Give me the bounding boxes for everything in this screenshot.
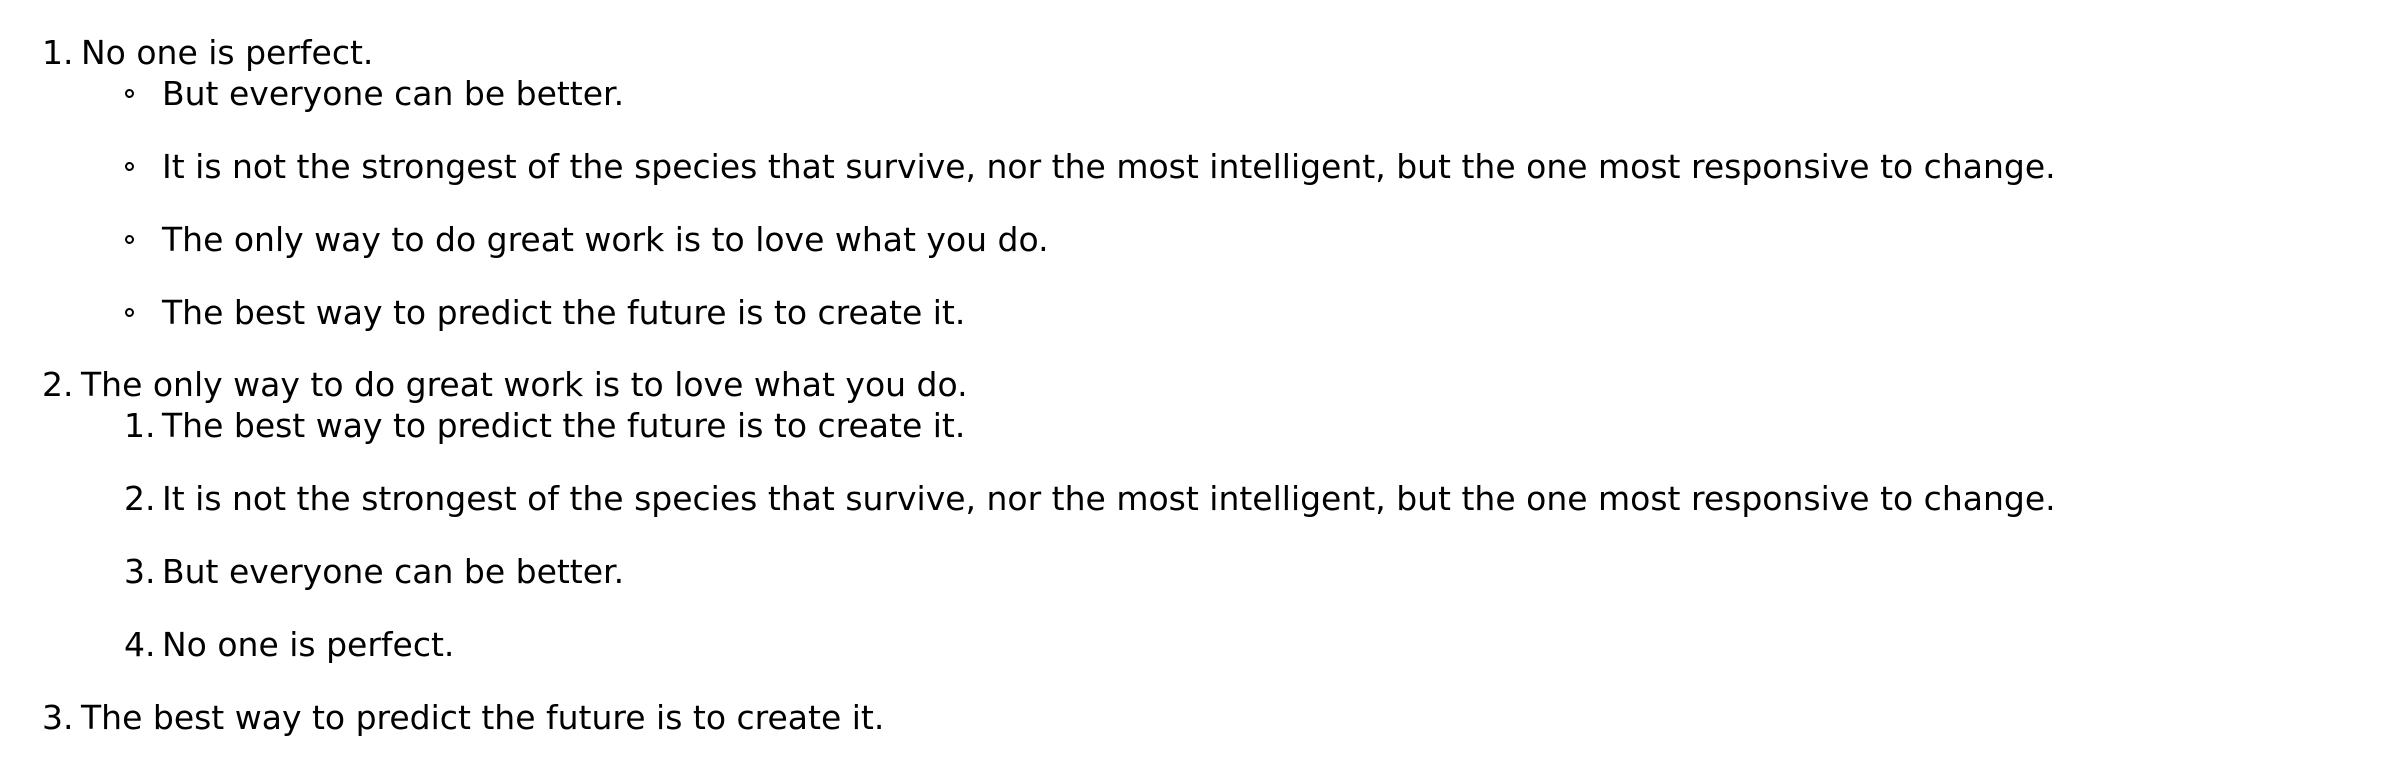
- list-item-marker: 3.: [42, 698, 74, 737]
- nested-item-marker: 4.: [124, 625, 156, 664]
- list-item-text: No one is perfect.: [81, 33, 374, 72]
- hollow-bullet-icon: [125, 308, 134, 317]
- hollow-bullet-icon: [125, 162, 134, 171]
- nested-item-marker: 3.: [124, 552, 156, 591]
- nested-item-text: It is not the strongest of the species that survive, nor the most intelligent, but the one most responsive to change.: [162, 147, 2056, 186]
- list-item-marker: 1.: [42, 33, 74, 72]
- list-item-text: The best way to predict the future is to create it.: [81, 698, 885, 737]
- nested-item-text: But everyone can be better.: [162, 552, 625, 591]
- list-item-marker: 2.: [42, 365, 74, 404]
- hollow-bullet-icon: [125, 89, 134, 98]
- list-item-text: The only way to do great work is to love what you do.: [81, 365, 968, 404]
- nested-item-text: The best way to predict the future is to create it.: [162, 293, 966, 332]
- hollow-bullet-icon: [125, 235, 134, 244]
- nested-item-text: It is not the strongest of the species that survive, nor the most intelligent, but the one most responsive to change.: [162, 479, 2056, 518]
- nested-item-text: But everyone can be better.: [162, 74, 625, 113]
- nested-item-marker: 1.: [124, 406, 156, 445]
- nested-item-marker: 2.: [124, 479, 156, 518]
- nested-item-text: The best way to predict the future is to create it.: [162, 406, 966, 445]
- nested-item-text: The only way to do great work is to love what you do.: [162, 220, 1049, 259]
- nested-item-text: No one is perfect.: [162, 625, 455, 664]
